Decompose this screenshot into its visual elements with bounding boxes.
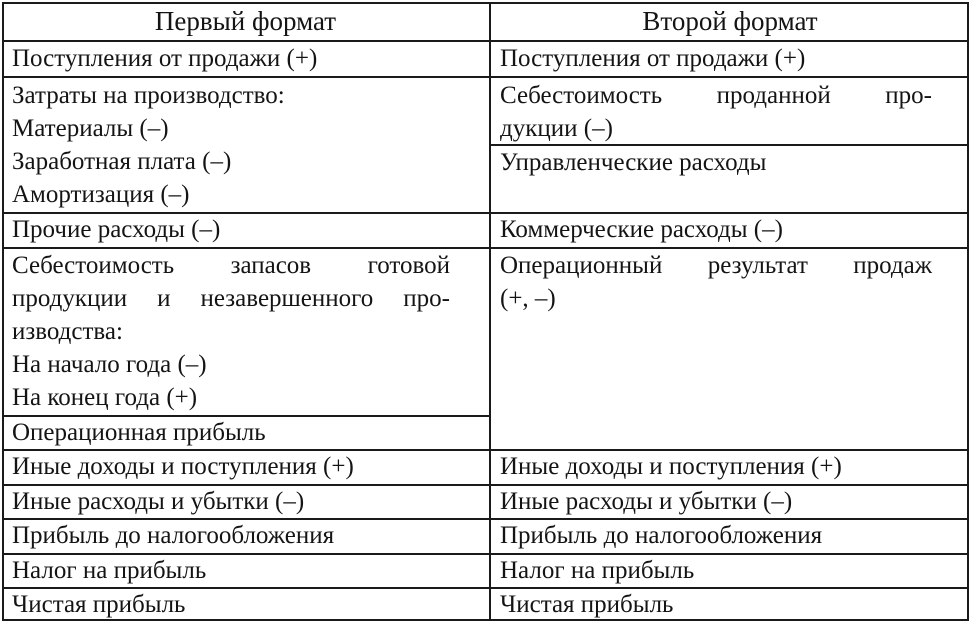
second-cogs-line1	[500, 79, 932, 112]
second-commercial-expenses: Коммерческие расходы (–)	[500, 216, 783, 243]
word: незавершенного	[200, 285, 374, 312]
word: Себестоимость	[500, 82, 663, 109]
second-pretax-profit: Прибыль до налогообложения	[500, 522, 823, 549]
second-income-tax: Налог на прибыль	[500, 557, 695, 584]
second-cogs-line2: дукции (–)	[500, 115, 613, 142]
second-operating-result-line2: (+, –)	[500, 285, 556, 312]
word: готовой	[367, 252, 450, 279]
second-other-income: Иные доходы и поступления (+)	[500, 453, 842, 480]
word: запасов	[230, 252, 312, 279]
first-inventory-cost-line2	[12, 282, 450, 315]
first-production-costs-heading: Затраты на производство:	[12, 82, 285, 109]
header-first-format: Первый формат	[154, 6, 337, 36]
first-pretax-profit: Прибыль до налогообложения	[12, 522, 335, 549]
table-border-top	[2, 2, 969, 4]
word: продукции	[12, 285, 128, 312]
word: и	[157, 285, 171, 312]
second-net-profit: Чистая прибыль	[500, 591, 674, 618]
word: результат	[707, 252, 808, 279]
row-divider	[2, 76, 969, 78]
first-operating-profit: Операционная прибыль	[12, 419, 266, 446]
first-wages: Заработная плата (–)	[12, 148, 232, 175]
first-materials: Материалы (–)	[12, 115, 169, 142]
table-border-left	[2, 2, 4, 621]
word: проданной	[716, 82, 831, 109]
format-comparison-table	[2, 2, 969, 621]
first-sales-receipts: Поступления от продажи (+)	[12, 45, 318, 72]
word: Себестоимость	[12, 252, 175, 279]
second-sales-receipts: Поступления от продажи (+)	[500, 45, 806, 72]
first-other-income: Иные доходы и поступления (+)	[12, 453, 354, 480]
second-other-losses: Иные расходы и убытки (–)	[500, 488, 793, 515]
first-year-end: На конец года (+)	[12, 384, 198, 411]
first-income-tax: Налог на прибыль	[12, 557, 207, 584]
first-other-expenses: Прочие расходы (–)	[12, 216, 221, 243]
second-admin-expenses: Управленческие расходы	[500, 149, 767, 176]
second-operating-result-line1	[500, 249, 932, 282]
word: продаж	[853, 252, 932, 279]
first-other-losses: Иные расходы и убытки (–)	[12, 488, 305, 515]
first-inventory-cost-line3: изводства:	[12, 318, 123, 345]
first-net-profit: Чистая прибыль	[12, 591, 186, 618]
table-border-right	[967, 2, 969, 621]
word: про-	[403, 285, 450, 312]
word: про-	[885, 82, 932, 109]
first-inventory-cost-line1	[12, 249, 450, 282]
first-depreciation: Амортизация (–)	[12, 181, 190, 208]
word: Операционный	[500, 252, 663, 279]
column-divider	[489, 2, 491, 621]
header-second-format: Второй формат	[642, 6, 818, 36]
first-year-start: На начало года (–)	[12, 351, 207, 378]
